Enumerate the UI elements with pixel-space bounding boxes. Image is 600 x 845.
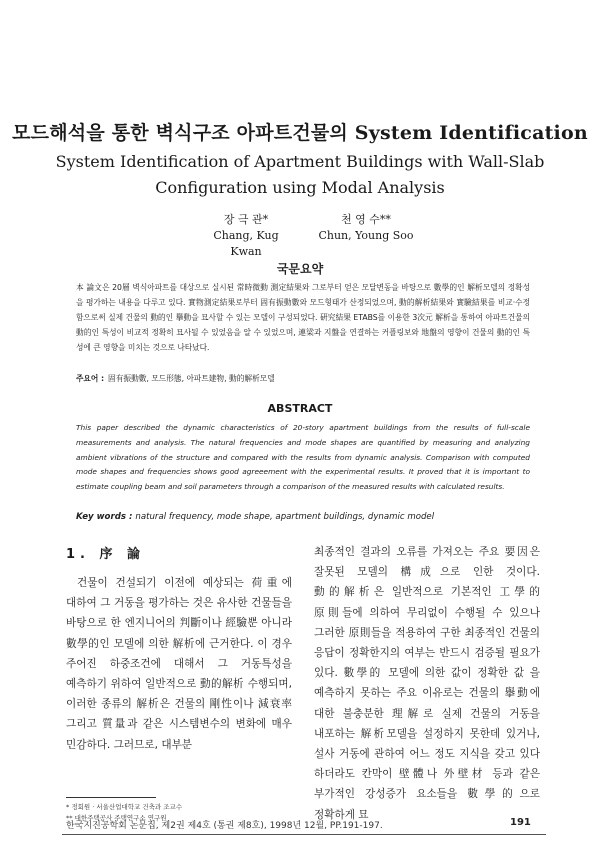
author-2-name-korean: 천 영 수**	[341, 213, 391, 226]
author-1	[196, 212, 296, 260]
footnote-author-2: ** 대한주택공사 주택연구소 연구원	[66, 814, 167, 822]
section-heading-introduction: 1. 序 論	[66, 547, 146, 562]
body-column-left: 건물이 건설되기 이전에 예상되는 荷重에 대하여 그 거동을 평가하는 것은 유사한 건물들을 바탕으로 한 엔지니어의 判斷이나 經驗뿐 아니라 數學的인 모델에 의한 解析에 근거한다. 이 경우 주어진 하중조건에 대해서 그 거동특성을 예측하기 위하여 일반적으로 動的解析 수행되며, 이러한 종류의 解析은 건물의 剛性이나 減衰率 그리고 質量과 같은 시스템변수의 변화에 매우 민감하다. 그러므로, 대부분	[66, 577, 292, 751]
paper-title-korean: 모드해석을 통한 벽식구조 아파트건물의 System Identification	[12, 122, 588, 144]
author-2-name-english: Chun, Young Soo	[318, 229, 414, 242]
korean-abstract-text: 本 論文은 20層 벽식아파트를 대상으로 실시된 常時微動 測定結果와 그로부터 얻은 모달변동을 바탕으로 數學的인 解析모델의 정확성을 평가하는 내용을 다루고 있다. 實物測定結果로부터 固有振動數와 모드형태가 산정되었으며, 動的解析結果와 實驗結果를 비교·수정함으로써 실제 건물의 動的인 擧動을 묘사할 수 있는 모델이 구성되었다. 硏究結果 ETABS를 이용한 3次元 解析을 통하여 아파트건물의 動的인 특성이 비교적 정확히 묘사될 수 있었음을 알 수 있었으며, 連梁과 지盤을 연결하는 커플링보와 地盤의 영향이 건물의 動的인 특성에 큰 영향을 미치는 것으로 나타났다.	[76, 283, 530, 352]
paper-title-english-line1: System Identification of Apartment Buildings with Wall-Slab	[55, 152, 545, 171]
korean-abstract-heading: 국문요약	[276, 262, 324, 276]
english-keywords-label: Key words :	[76, 512, 133, 522]
author-1-name-english: Chang, Kug Kwan	[213, 229, 279, 258]
korean-keywords-text: 固有振動數, 모드形態, 아파트建物, 動的解析모델	[108, 374, 275, 383]
english-keywords-text: natural frequency, mode shape, apartment buildings, dynamic model	[135, 512, 435, 522]
english-abstract-heading: ABSTRACT	[267, 402, 333, 415]
footer-citation: 한국지진공학회 논문집, 제2권 제4호 (통권 제8호), 1998년 12월, PP.191-197.	[66, 821, 383, 831]
body-column-right: 최종적인 결과의 오류를 가져오는 주요 要因은 잘못된 모델의 構成으로 인한 것이다. 動的解析은 일반적으로 기본적인 工學的 原則들에 의하여 무리없이 수행될 수 있으나 그러한 原則들을 적용하여 구한 최종적인 건물의 응답이 정확한지의 여부는 반드시 검증될 필요가 있다. 數學的 모델에 의한 값이 정확한 값 을 예측하지 못하는 주요 이유로는 건물의 擧動에 대한 불충분한 理解로 실제 건물의 거동을 내포하는 解析모델을 설정하지 못한데 있거나, 설사 거동에 관하여 어느 정도 지식을 갖고 있다 하더라도 칸막이 壁體나 外壁材 등과 같은 부가적인 강성증가 요소들을 數學的으로 정확하게 묘	[314, 546, 540, 821]
korean-keywords	[76, 373, 530, 384]
author-2	[306, 212, 426, 244]
author-1-name-korean: 장 극 관*	[223, 213, 269, 226]
english-keywords	[76, 512, 530, 522]
english-abstract-text: This paper described the dynamic characteristics of 20-story apartment buildings from the results of full-scale measurements and analysis. The natural frequencies and mode shapes are quantified by measuring and analyzing ambient vibrations of the structure and compared with the results from dynamic analysis. Comparison with computed mode shapes and frequencies shows good agreeement with the experimental results. It proved that it is important to estimate coupling beam and soil parameters through a comparison of the measured results with calculated results.	[76, 423, 530, 492]
page-number: 191	[510, 817, 531, 828]
paper-title-english-line2: Configuration using Modal Analysis	[155, 178, 445, 197]
footnote-divider	[66, 797, 156, 798]
footnote-author-1: * 정회원 · 서울산업대학교 건축과 조교수	[66, 803, 183, 811]
korean-keywords-label: 주요어 :	[76, 374, 105, 383]
footer-divider	[62, 834, 546, 835]
